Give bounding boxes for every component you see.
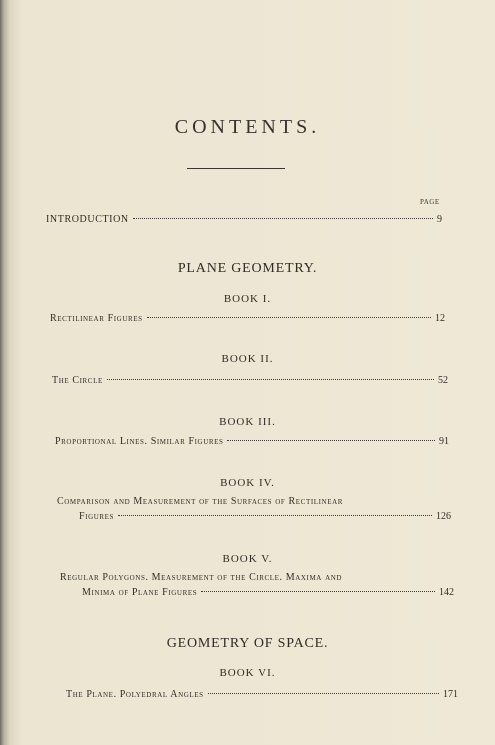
title-rule [187, 168, 285, 169]
leader-dots [107, 379, 434, 380]
toc-entry-page: 126 [436, 511, 451, 522]
book-heading: BOOK V. [222, 553, 273, 565]
leader-dots [147, 317, 431, 318]
leader-dots [118, 515, 432, 516]
toc-entry-book-4[interactable] [57, 496, 451, 522]
toc-entry-label-line1: Comparison and Measurement of the Surfaces of Rectilinear [57, 496, 344, 507]
toc-entry-label-line1: Regular Polygons. Measurement of the Circle. Maxima and [60, 572, 343, 583]
book-heading: BOOK III. [219, 416, 276, 428]
toc-entry-book-3[interactable] [55, 436, 449, 447]
toc-entry-page: 12 [435, 313, 445, 324]
toc-entry-page: 91 [439, 436, 449, 447]
toc-entry-page: 142 [439, 587, 454, 598]
toc-entry-label-line2: Minima of Plane Figures [82, 587, 198, 598]
page-column-label: PAGE [420, 198, 440, 206]
toc-entry-label: INTRODUCTION [46, 214, 129, 225]
toc-entry-page: 52 [438, 375, 448, 386]
leader-dots [227, 440, 435, 441]
leader-dots [133, 218, 433, 219]
page-title: CONTENTS. [174, 116, 321, 138]
book-heading: BOOK IV. [220, 477, 275, 489]
book-heading: BOOK I. [223, 293, 272, 305]
book-heading: BOOK VI. [219, 667, 276, 679]
toc-entry-label: Proportional Lines. Similar Figures [55, 436, 224, 447]
toc-entry-book-6[interactable] [66, 689, 458, 700]
toc-entry-label: The Plane. Polyedral Angles [66, 689, 204, 700]
leader-dots [208, 693, 439, 694]
toc-entry-page: 171 [443, 689, 458, 700]
book-heading: BOOK II. [221, 353, 274, 365]
toc-entry-introduction[interactable] [46, 214, 442, 225]
toc-entry-label: Rectilinear Figures [50, 313, 143, 324]
toc-entry-book-2[interactable] [52, 375, 448, 386]
section-heading-geometry-of-space: GEOMETRY OF SPACE. [166, 636, 329, 651]
toc-entry-book-1[interactable] [50, 313, 445, 324]
toc-entry-page: 9 [437, 214, 442, 225]
section-heading-plane-geometry: PLANE GEOMETRY. [177, 261, 318, 276]
toc-entry-label: The Circle [52, 375, 103, 386]
leader-dots [201, 591, 435, 592]
toc-entry-label-line2: Figures [79, 511, 115, 522]
toc-entry-book-5[interactable] [60, 572, 454, 598]
